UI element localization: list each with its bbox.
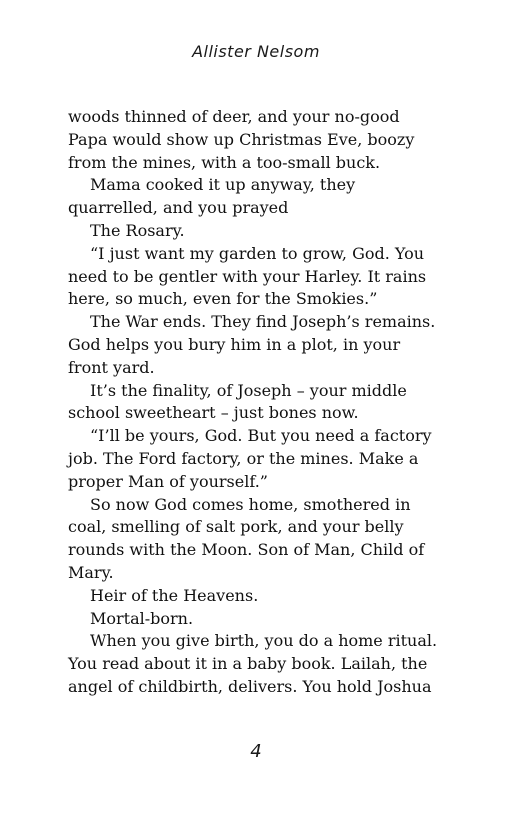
text-line: front yard. [68,357,155,377]
running-header-author: Allister Nelsom [192,42,320,61]
text-line: Papa would show up Christmas Eve, boozy [68,129,415,149]
text-line: Mary. [68,562,114,582]
text-line: school sweetheart – just bones now. [68,403,359,423]
text-line: Mama cooked it up anyway, they [90,175,356,195]
text-line: proper Man of yourself.” [68,471,268,491]
text-line: You read about it in a baby book. Lailah, the [68,654,428,674]
text-line: job. The Ford factory, or the mines. Make a [68,448,419,468]
text-line: coal, smelling of salt pork, and your belly [68,517,404,537]
text-line: woods thinned of deer, and your no-good [68,107,400,126]
text-line: “I just want my garden to grow, God. You [90,243,425,263]
text-line: It’s the finality, of Joseph – your middle [90,380,407,400]
text-line: need to be gentler with your Harley. It rains [68,266,427,286]
text-line: Mortal-born. [90,608,194,628]
page-number: 4 [250,741,262,762]
text-line: The Rosary. [90,220,185,240]
text-line: Heir of the Heavens. [90,585,259,605]
text-line: angel of childbirth, delivers. You hold Joshua [68,676,432,696]
text-line: quarrelled, and you prayed [68,198,289,218]
body-text [68,106,448,699]
text-line: God helps you bury him in a plot, in your [68,334,401,354]
text-line: from the mines, with a too-small buck. [68,152,381,172]
text-line: The War ends. They find Joseph’s remains. [90,312,436,332]
text-line: “I’ll be yours, God. But you need a factory [90,426,432,446]
text-line: rounds with the Moon. Son of Man, Child of [68,540,425,560]
text-line: So now God comes home, smothered in [90,494,411,514]
text-line: here, so much, even for the Smokies.” [68,289,378,309]
text-line: When you give birth, you do a home ritual. [90,631,438,651]
